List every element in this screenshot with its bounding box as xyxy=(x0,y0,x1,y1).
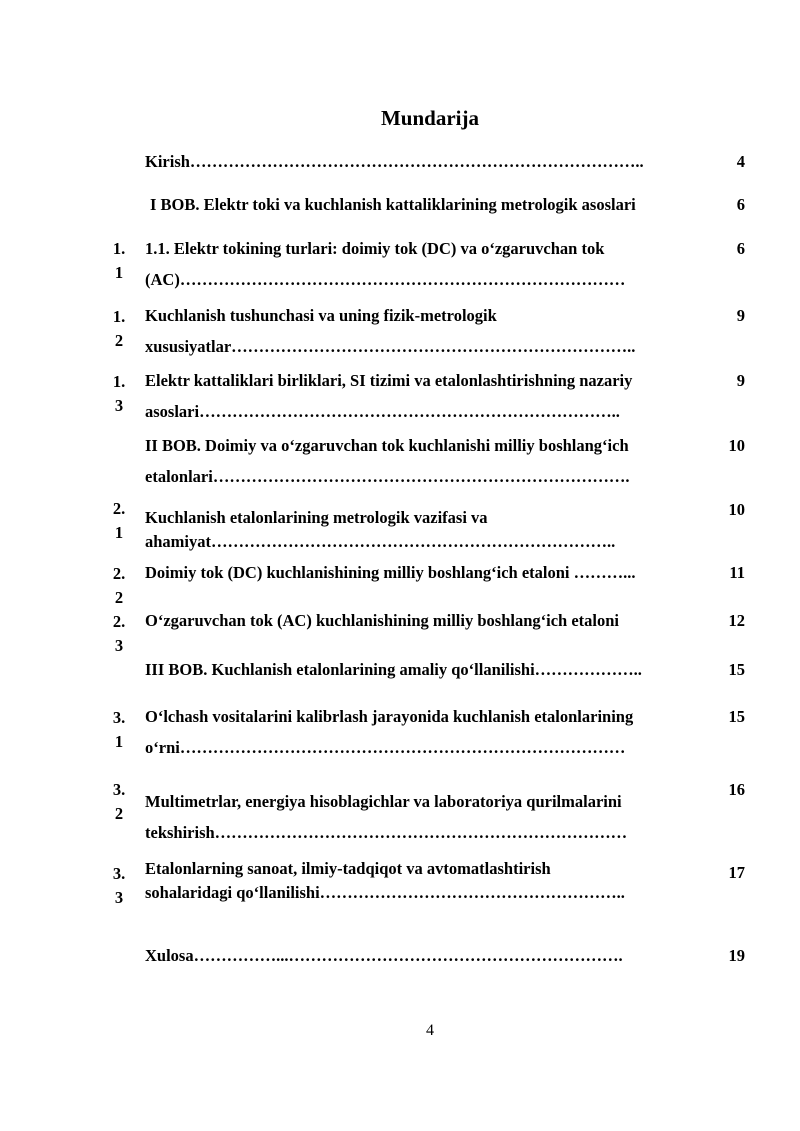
toc-title: Mundarija xyxy=(380,106,479,130)
toc-entry-line: Xulosa……………...……………………………………………………. xyxy=(145,946,623,965)
toc-entry-line: Etalonlarning sanoat, ilmiy-tadqiqot va avtomatlashtirish xyxy=(145,859,551,878)
toc-entry-page: 9 xyxy=(736,371,745,390)
toc-entry-title xyxy=(145,233,710,295)
toc-entry-line: o‘rni……………………………………………………………………… xyxy=(145,738,626,757)
toc-entry-title xyxy=(145,506,710,554)
toc-entry-number: 2. 2 xyxy=(112,564,126,607)
toc-entry-title xyxy=(145,786,710,848)
toc-entry-line: xususiyatlar……………………………………………………………….. xyxy=(145,337,636,356)
toc-entry-line: sohalaridagi qo‘llanilishi……………………………………………….. xyxy=(145,883,625,902)
toc-entry-line: Elektr kattaliklari birliklari, SI tizimi va etalonlashtirishning nazariy xyxy=(145,371,633,390)
toc-entry-number: 2. 1 xyxy=(112,499,126,542)
toc-entry-number: 3. 3 xyxy=(112,864,126,907)
toc-entry-title xyxy=(145,365,710,427)
toc-entry-title xyxy=(145,146,710,177)
toc-entry-title xyxy=(150,189,715,220)
toc-entry-line: Kuchlanish etalonlarining metrologik vazifasi va xyxy=(145,508,488,527)
toc-entry-page: 15 xyxy=(728,660,745,679)
toc-entry-page: 19 xyxy=(728,946,745,965)
toc-entry-title xyxy=(145,940,710,971)
toc-entry-title xyxy=(145,430,710,492)
toc-entry-title xyxy=(145,557,710,588)
toc-entry-number: 3. 2 xyxy=(112,780,126,823)
toc-entry-page: 10 xyxy=(728,500,745,519)
toc-entry-page: 12 xyxy=(728,611,745,630)
toc-entry-line: Kuchlanish tushunchasi va uning fizik-metrologik xyxy=(145,306,497,325)
toc-entry-title xyxy=(145,300,710,362)
toc-entry-line: ahamiyat……………………………………………………………….. xyxy=(145,532,616,551)
toc-entry-title xyxy=(145,857,710,905)
toc-entry-number: 3. 1 xyxy=(112,708,126,751)
toc-entry-number: 1. 2 xyxy=(112,307,126,350)
toc-entry-line: O‘lchash vositalarini kalibrlash jarayonida kuchlanish etalonlarining xyxy=(145,707,634,726)
toc-entry-page: 17 xyxy=(728,863,745,882)
toc-entry-line: Kirish……………………………………………………………………….. xyxy=(145,152,644,171)
toc-entry-line: (AC)……………………………………………………………………… xyxy=(145,270,626,289)
toc-entry-line: 1.1. Elektr tokining turlari: doimiy tok (DC) va o‘zgaruvchan tok xyxy=(145,239,605,258)
toc-entry-line: Multimetrlar, energiya hisoblagichlar va laboratoriya qurilmalarini xyxy=(145,792,622,811)
toc-entry-number: 2. 3 xyxy=(112,612,126,655)
toc-entry-page: 16 xyxy=(728,780,745,799)
toc-entry-line: O‘zgaruvchan tok (AC) kuchlanishining milliy boshlang‘ich etaloni xyxy=(145,611,619,630)
toc-entry-line: II BOB. Doimiy va o‘zgaruvchan tok kuchlanishi milliy boshlang‘ich xyxy=(145,436,629,455)
toc-entry-page: 9 xyxy=(736,306,745,325)
toc-entry-page: 15 xyxy=(728,707,745,726)
toc-entry-line: etalonlari…………………………………………………………………. xyxy=(145,467,630,486)
toc-entry-page: 6 xyxy=(736,239,745,258)
toc-entry-title xyxy=(145,701,710,763)
toc-entry-line: Doimiy tok (DC) kuchlanishining milliy boshlang‘ich etaloni ………... xyxy=(145,563,636,582)
toc-entry-page: 4 xyxy=(736,152,745,171)
toc-entry-number: 1. 3 xyxy=(112,372,126,415)
toc-entry-number: 1. 1 xyxy=(112,239,126,282)
page-number-footer: 4 xyxy=(426,1022,434,1039)
toc-entry-line: asoslari………………………………………………………………….. xyxy=(145,402,620,421)
toc-entry-page: 11 xyxy=(729,563,745,582)
toc-entry-line: III BOB. Kuchlanish etalonlarining amaliy qo‘llanilishi……………….. xyxy=(145,660,642,679)
toc-entry-title xyxy=(145,605,710,636)
toc-entry-page: 10 xyxy=(728,436,745,455)
toc-entry-line: tekshirish………………………………………………………………… xyxy=(145,823,628,842)
toc-entry-title xyxy=(145,654,710,685)
toc-entry-page: 6 xyxy=(736,195,745,214)
toc-entry-line: I BOB. Elektr toki va kuchlanish kattaliklarining metrologik asoslari xyxy=(150,195,636,214)
